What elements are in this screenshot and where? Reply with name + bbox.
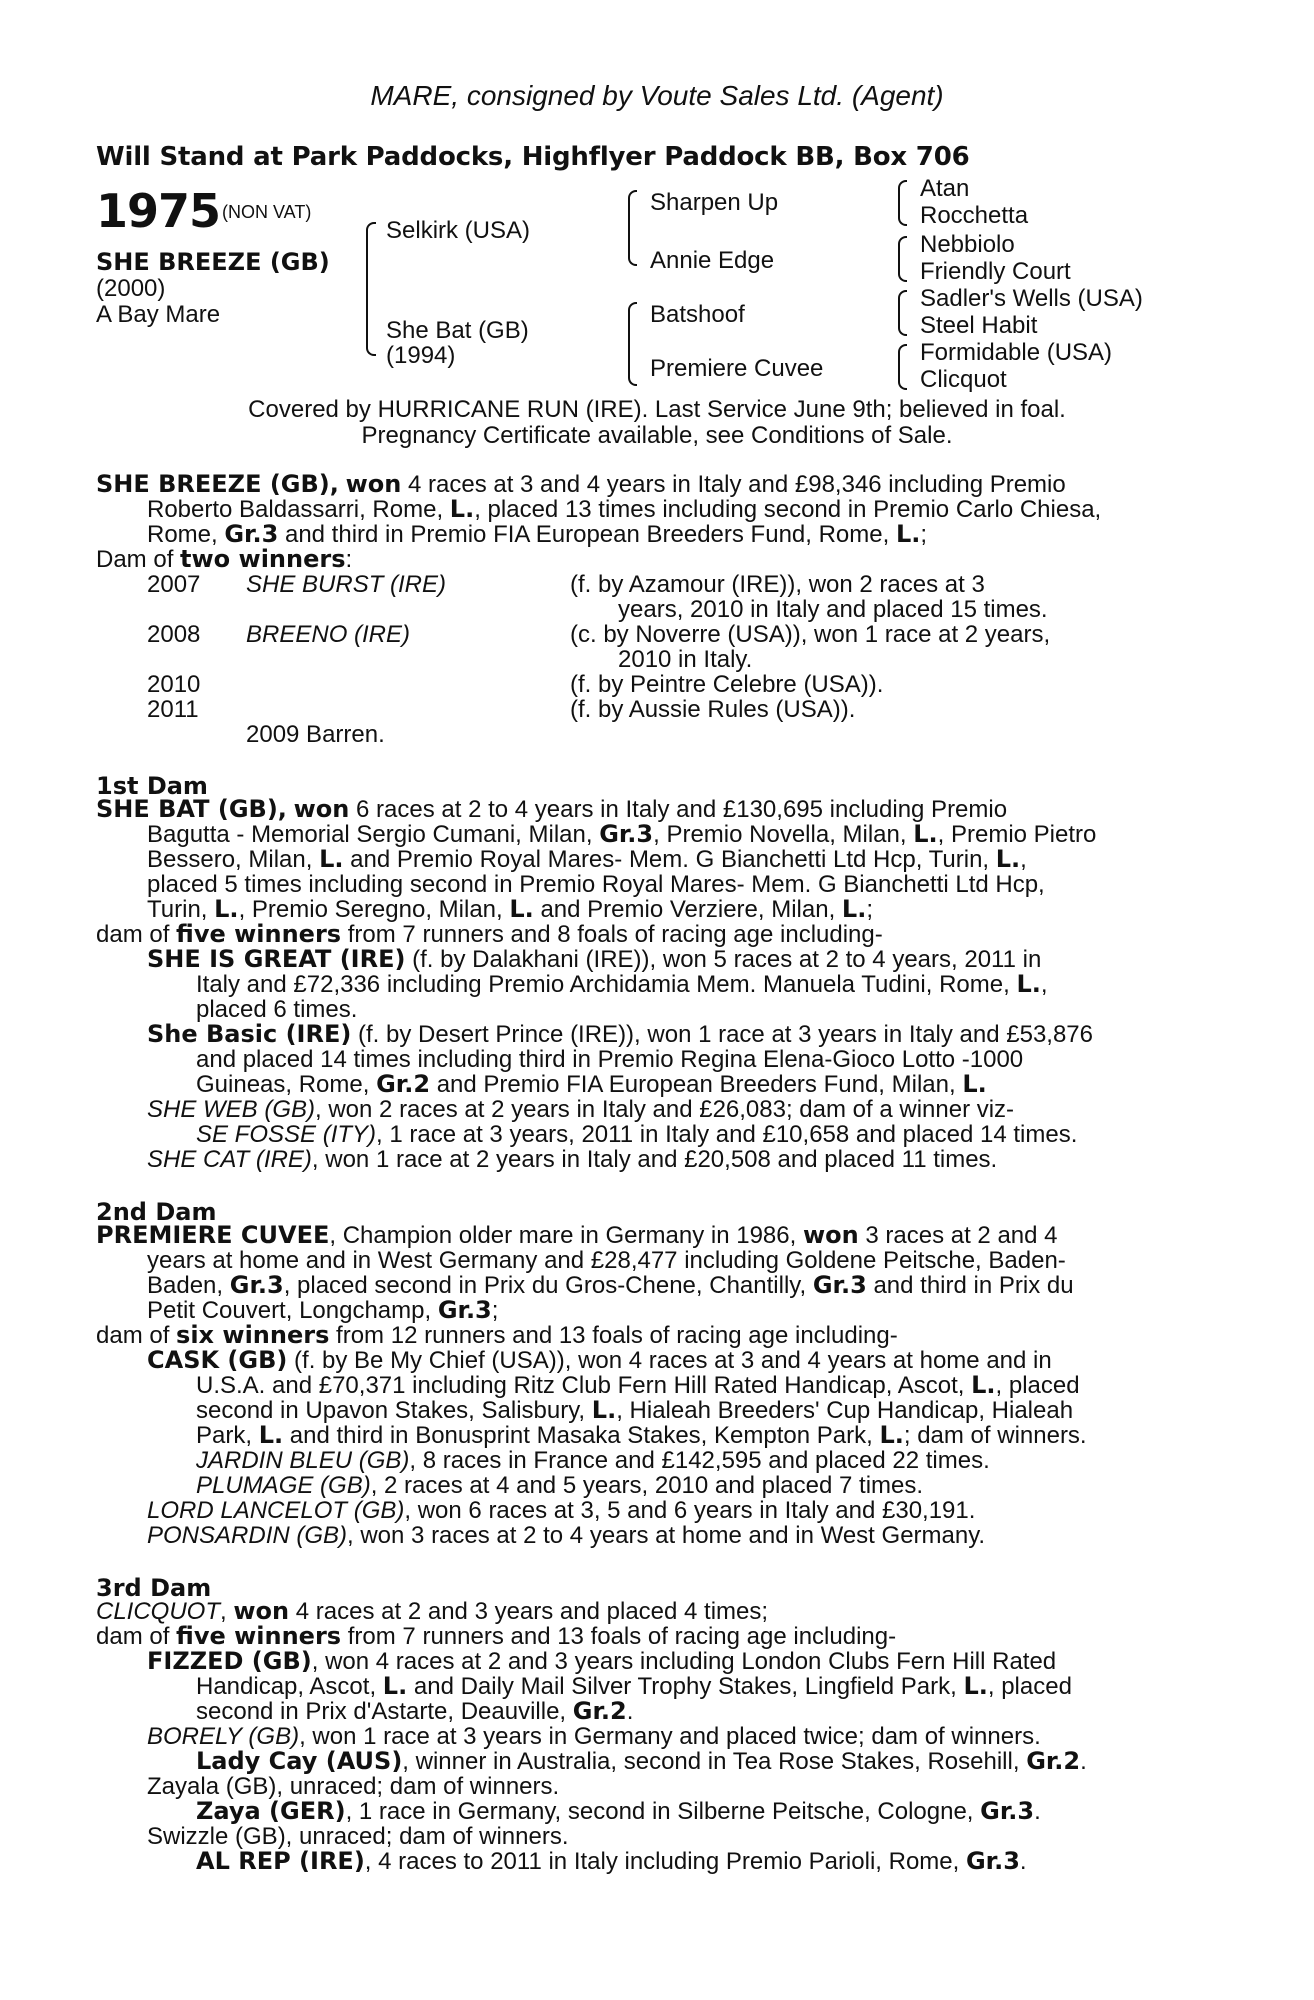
produce-name: BREENO (IRE)	[246, 621, 411, 648]
produce-year: 2008	[147, 621, 201, 648]
progeny-line	[147, 1724, 1041, 1749]
pregnancy-line: Pregnancy Certificate available, see Conditions of Sale.	[361, 422, 953, 449]
record-text: 4 races at 3 and 4 years in Italy and £98,346 including Premio	[407, 471, 1066, 498]
pedigree-gen3: Atan	[920, 175, 970, 202]
record-line	[147, 1273, 1074, 1298]
listed-label: L.	[879, 1421, 904, 1449]
horse-year: (2000)	[96, 275, 166, 302]
record-text: , winner in Australia, second in Tea Rose Stakes, Rosehill,	[402, 1748, 1020, 1775]
record-text: .	[1080, 1748, 1087, 1775]
pedigree-gen3: Nebbiolo	[920, 231, 1015, 258]
record-line	[96, 797, 1007, 822]
produce-detail: (f. by Azamour (IRE)), won 2 races at 3	[570, 571, 985, 598]
record-text: , 8 races in France and £142,595 and placed 22 times.	[409, 1447, 990, 1474]
listed-label: L.	[971, 1371, 996, 1399]
listed-label: L.	[382, 1672, 408, 1700]
progeny-line	[147, 1498, 975, 1523]
progeny-name: She Basic (IRE)	[147, 1020, 352, 1048]
section-heading: 1st Dam	[96, 772, 208, 800]
progeny-name: FIZZED (GB)	[147, 1647, 312, 1675]
record-text: U.S.A. and £70,371 including Ritz Club Fern Hill Rated Handicap, Ascot,	[196, 1372, 965, 1399]
record-text: ,	[1040, 971, 1048, 998]
record-text: dam of	[96, 1322, 170, 1349]
record-text: , won 2 races at 2 years in Italy and £26,083; dam of a winner viz-	[315, 1096, 1015, 1123]
record-text: .	[1034, 1798, 1041, 1825]
record-line	[147, 1298, 498, 1323]
progeny-name: SHE CAT (IRE)	[147, 1146, 312, 1173]
record-text: dam of	[96, 921, 170, 948]
record-text: , placed 13 times including second in Premio Carlo Chiesa,	[474, 496, 1102, 523]
pedigree-gen3: Sadler's Wells (USA)	[920, 285, 1143, 312]
record-text: Dam of	[96, 546, 174, 573]
progeny-name: SHE IS GREAT (IRE)	[147, 945, 406, 973]
listed-label: L.	[449, 495, 475, 523]
record-text: , Premio Pietro	[937, 821, 1097, 848]
record-text: , won 1 race at 2 years in Italy and £20,508 and placed 11 times.	[311, 1146, 998, 1173]
record-text: , Premio Seregno, Milan,	[238, 896, 503, 923]
pedigree-gen3: Formidable (USA)	[920, 339, 1113, 366]
progeny-line	[196, 1423, 1087, 1448]
pedigree-gen2: Premiere Cuvee	[650, 355, 824, 382]
record-text: Bagutta - Memorial Sergio Cumani, Milan,	[147, 821, 593, 848]
progeny-line	[196, 972, 1048, 997]
progeny-line	[196, 1749, 1087, 1774]
listed-label: L.	[214, 895, 239, 923]
record-text: ;	[920, 521, 928, 548]
group-label: Gr.3	[812, 1271, 867, 1299]
progeny-line	[196, 1122, 1077, 1147]
sire-dam-brace	[366, 222, 376, 356]
pedigree-gen3: Friendly Court	[920, 258, 1071, 285]
record-line	[147, 897, 873, 922]
produce-year: 2011	[147, 696, 199, 723]
progeny-name: PONSARDIN (GB)	[147, 1522, 348, 1549]
progeny-line	[196, 1699, 633, 1724]
record-text: (f. by Desert Prince (IRE)), won 1 race at 3 years in Italy and £53,876	[358, 1021, 1093, 1048]
progeny-name: AL REP (IRE)	[196, 1847, 365, 1875]
progeny-line: Zayala (GB), unraced; dam of winners.	[147, 1773, 560, 1800]
gen3-brace	[898, 180, 907, 226]
progeny-line	[147, 1348, 1052, 1373]
won-label: won	[233, 1597, 290, 1625]
progeny-line	[196, 1674, 1072, 1699]
record-text: ; dam of winners.	[903, 1422, 1087, 1449]
progeny-name: Zaya (GER)	[196, 1797, 346, 1825]
listed-label: L.	[995, 845, 1021, 873]
record-text: and Daily Mail Silver Trophy Stakes, Lingfield Park,	[413, 1673, 957, 1700]
produce-detail: (f. by Peintre Celebre (USA)).	[570, 671, 884, 698]
covered-line: Covered by HURRICANE RUN (IRE). Last Service June 9th; believed in foal.	[248, 396, 1066, 423]
stand-location: Will Stand at Park Paddocks, Highflyer Paddock BB, Box 706	[96, 142, 970, 172]
listed-label: L.	[895, 520, 921, 548]
record-text: from 7 runners and 13 foals of racing age including-	[347, 1623, 897, 1650]
progeny-line	[196, 1799, 1041, 1824]
pedigree-gen2: Sharpen Up	[650, 189, 779, 216]
group-label: Gr.3	[599, 820, 654, 848]
group-label: Gr.2	[1026, 1747, 1081, 1775]
record-line: years at home and in West Germany and £28,477 including Goldene Peitsche, Baden-	[147, 1247, 1066, 1274]
progeny-name: SE FOSSE (ITY)	[196, 1121, 377, 1148]
progeny-line	[196, 1448, 990, 1473]
record-text: , placed second in Prix du Gros-Chene, Chantilly,	[283, 1272, 807, 1299]
listed-label: L.	[258, 1421, 284, 1449]
winners-count: five winners	[176, 1622, 342, 1650]
record-text: and Premio Verziere, Milan,	[540, 896, 836, 923]
record-text: (f. by Dalakhani (IRE)), won 5 races at 2 to 4 years, 2011 in	[412, 946, 1042, 973]
dam-name: SHE BAT (GB),	[96, 795, 287, 823]
progeny-line	[147, 1097, 1014, 1122]
record-text: from 7 runners and 8 foals of racing age including-	[347, 921, 883, 948]
dam-name: CLICQUOT	[96, 1598, 221, 1625]
record-text: (f. by Be My Chief (USA)), won 4 races at 3 and 4 years at home and in	[294, 1347, 1052, 1374]
won-label: won	[802, 1221, 859, 1249]
progeny-line	[196, 1072, 987, 1097]
listed-label: L.	[963, 1672, 988, 1700]
record-text: Petit Couvert, Longchamp,	[147, 1297, 432, 1324]
record-text: ,	[1020, 846, 1027, 873]
progeny-line	[147, 1649, 1056, 1674]
record-line	[96, 472, 1066, 497]
winners-count: five winners	[176, 920, 342, 948]
record-text: , won 3 races at 2 to 4 years at home and in West Germany.	[347, 1522, 986, 1549]
record-line	[96, 1599, 768, 1624]
pedigree-gen2: Annie Edge	[650, 247, 775, 274]
produce-detail: 2010 in Italy.	[618, 646, 753, 673]
pedigree-dam: She Bat (GB)	[386, 317, 529, 344]
pedigree-gen3: Steel Habit	[920, 312, 1038, 339]
record-line	[147, 847, 1027, 872]
record-text: second in Prix d'Astarte, Deauville,	[196, 1698, 567, 1725]
produce-detail: (c. by Noverre (USA)), won 1 race at 2 years,	[570, 621, 1051, 648]
produce-year: 2010	[147, 671, 201, 698]
progeny-line	[196, 1473, 923, 1498]
horse-name: SHE BREEZE (GB)	[96, 248, 330, 276]
produce-detail: (f. by Aussie Rules (USA)).	[570, 696, 856, 723]
listed-label: L.	[841, 895, 867, 923]
group-label: Gr.3	[229, 1271, 284, 1299]
dam-parents-brace	[628, 302, 637, 386]
record-text: Handicap, Ascot,	[196, 1673, 377, 1700]
listed-label: L.	[1016, 970, 1041, 998]
record-text: Baden,	[147, 1272, 224, 1299]
record-text: and third in Bonusprint Masaka Stakes, Kempton Park,	[289, 1422, 873, 1449]
pedigree-gen3: Rocchetta	[920, 202, 1029, 229]
pedigree-gen3: Clicquot	[920, 366, 1007, 393]
progeny-line: Swizzle (GB), unraced; dam of winners.	[147, 1823, 569, 1850]
record-text: ;	[866, 896, 874, 923]
lot-number: 1975	[96, 184, 221, 238]
record-text: , won 4 races at 2 and 3 years including London Clubs Fern Hill Rated	[311, 1648, 1057, 1675]
record-text: , 1 race at 3 years, 2011 in Italy and £10,658 and placed 14 times.	[376, 1121, 1078, 1148]
pedigree-sire: Selkirk (USA)	[386, 217, 531, 244]
progeny-line	[147, 1147, 997, 1172]
record-text: 3 races at 2 and 4	[865, 1222, 1058, 1249]
record-text: ,	[220, 1598, 227, 1625]
record-text: , placed	[995, 1372, 1080, 1399]
record-text: 6	[356, 796, 370, 823]
group-label: Gr.2	[572, 1697, 627, 1725]
progeny-name: SHE WEB (GB)	[147, 1096, 316, 1123]
record-text: , Champion older mare in Germany in 1986,	[329, 1222, 797, 1249]
gen3-brace	[898, 236, 907, 282]
record-text: Guineas, Rome,	[196, 1071, 370, 1098]
record-line	[147, 872, 1045, 897]
progeny-name: CASK (GB)	[147, 1346, 288, 1374]
progeny-line	[196, 1398, 1073, 1423]
record-text: :	[345, 546, 353, 573]
record-text: , placed	[987, 1673, 1072, 1700]
won-label: won	[345, 470, 402, 498]
progeny-line	[196, 1373, 1080, 1398]
dam-name: PREMIERE CUVEE	[96, 1221, 330, 1249]
progeny-name: JARDIN BLEU (GB)	[196, 1447, 410, 1474]
progeny-line	[147, 1022, 1093, 1047]
record-text: ;	[491, 1297, 499, 1324]
listed-label: L.	[319, 845, 344, 873]
record-text: Park,	[196, 1422, 253, 1449]
winners-count: two winners	[180, 545, 346, 573]
record-text: , 2 races at 4 and 5 years, 2010 and placed 7 times.	[370, 1472, 924, 1499]
record-text: and third in Premio FIA European Breeders Fund, Rome,	[284, 521, 890, 548]
record-text: , won 1 race at 3 years in Germany and placed twice; dam of winners.	[299, 1723, 1041, 1750]
group-label: Gr.3	[437, 1296, 492, 1324]
progeny-name: PLUMAGE (GB)	[196, 1472, 371, 1499]
gen3-brace	[898, 344, 907, 390]
progeny-name: BORELY (GB)	[147, 1723, 300, 1750]
progeny-line	[196, 1849, 1027, 1874]
progeny-name: LORD LANCELOT (GB)	[147, 1497, 405, 1524]
group-label: Gr.3	[965, 1847, 1020, 1875]
record-line	[96, 1223, 1058, 1248]
group-label: Gr.2	[376, 1070, 431, 1098]
record-text: races at 2 to 4 years in Italy and £130,695 including Premio	[376, 796, 1008, 823]
page-title: MARE, consigned by Voute Sales Ltd. (Agent)	[370, 80, 944, 111]
section-heading: 3rd Dam	[96, 1574, 212, 1602]
record-text: .	[1019, 1848, 1027, 1875]
record-line	[96, 922, 883, 947]
produce-name: SHE BURST (IRE)	[246, 571, 447, 598]
record-line	[96, 1624, 896, 1649]
record-text: Roberto Baldassarri, Rome,	[147, 496, 444, 523]
won-label: won	[293, 795, 350, 823]
record-text: and Premio Royal Mares- Mem. G Bianchetti Ltd Hcp, Turin,	[350, 846, 990, 873]
pedigree-dam-year: (1994)	[386, 342, 456, 369]
record-text: , Hialeah Breeders' Cup Handicap, Hialeah	[616, 1397, 1074, 1424]
record-text: Bessero, Milan,	[147, 846, 313, 873]
progeny-line	[147, 947, 1041, 972]
gen3-brace	[898, 290, 907, 336]
record-line	[147, 822, 1096, 847]
group-label: Gr.3	[224, 520, 279, 548]
record-text: , 4 races to 2011 in Italy including Premio Parioli, Rome,	[364, 1848, 960, 1875]
group-label: Gr.3	[980, 1797, 1035, 1825]
record-text: , won 6 races at 3, 5 and 6 years in Italy and £30,191.	[404, 1497, 976, 1524]
record-line	[147, 522, 927, 547]
record-text: , Premio Novella, Milan,	[653, 821, 907, 848]
progeny-line	[147, 1523, 985, 1548]
listed-label: L.	[591, 1396, 617, 1424]
record-text: and third in Prix du	[873, 1272, 1074, 1299]
listed-label: L.	[913, 820, 938, 848]
record-text: and Premio FIA European Breeders Fund, Milan,	[436, 1071, 956, 1098]
record-text: .	[626, 1698, 634, 1725]
mare-name: SHE BREEZE (GB),	[96, 470, 339, 498]
section-heading: 2nd Dam	[96, 1198, 217, 1226]
record-line	[96, 1323, 898, 1348]
progeny-line: placed 6 times.	[196, 996, 358, 1023]
record-text: Turin,	[147, 896, 208, 923]
record-text: 4 races at 2 and 3 years and placed 4 times;	[295, 1598, 769, 1625]
record-text: Rome,	[147, 521, 218, 548]
record-text: second in Upavon Stakes, Salisbury,	[196, 1397, 586, 1424]
record-text: , 1 race in Germany, second in Silberne Peitsche, Cologne,	[345, 1798, 974, 1825]
listed-label: L.	[962, 1070, 987, 1098]
progeny-line: and placed 14 times including third in Premio Regina Elena-Gioco Lotto -1000	[196, 1046, 1024, 1073]
record-line	[147, 497, 1101, 522]
pedigree-gen2: Batshoof	[650, 301, 745, 328]
record-text: from 12 runners and 13 foals of racing age including-	[336, 1322, 898, 1349]
record-text: Italy and £72,336 including Premio Archidamia Mem. Manuela Tudini, Rome,	[196, 971, 1010, 998]
horse-description: A Bay Mare	[96, 301, 221, 328]
record-text: placed 5 times including second in Premio Royal Mares- Mem. G Bianchetti Ltd Hcp,	[147, 871, 1045, 898]
produce-year: 2007	[147, 571, 201, 598]
listed-label: L.	[509, 895, 534, 923]
record-text: dam of	[96, 1623, 170, 1650]
produce-detail: years, 2010 in Italy and placed 15 times.	[618, 596, 1048, 623]
record-line	[96, 547, 352, 572]
progeny-name: Lady Cay (AUS)	[196, 1747, 403, 1775]
barren-note: 2009 Barren.	[246, 721, 385, 748]
vat-status: (NON VAT)	[222, 202, 312, 222]
sire-parents-brace	[628, 190, 637, 266]
winners-count: six winners	[176, 1321, 330, 1349]
